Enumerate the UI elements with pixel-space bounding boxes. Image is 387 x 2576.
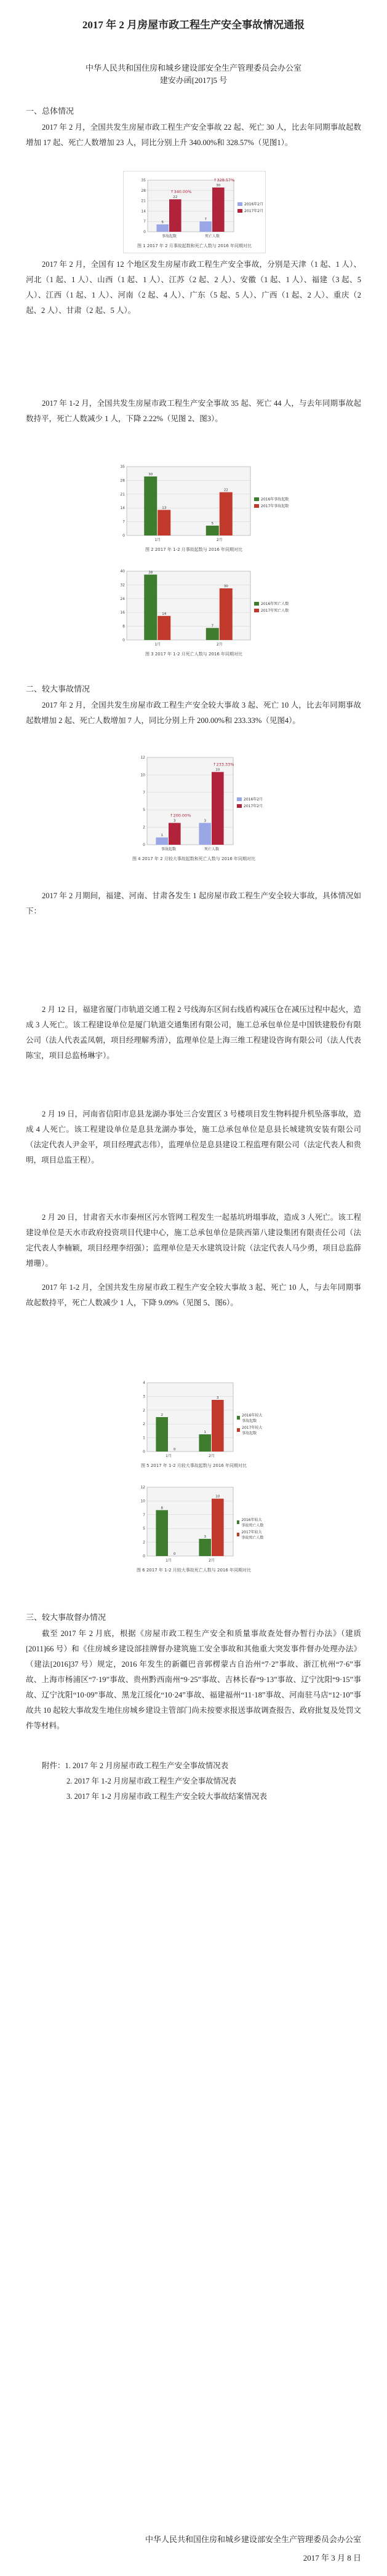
data-label: 30 — [223, 585, 228, 588]
legend-item — [237, 803, 263, 808]
chart-caption: 图 3 2017 年 1-2 月死亡人数与 2016 年同期对比 — [145, 652, 243, 657]
bar — [212, 1499, 224, 1556]
legend-label: 2016年2月 — [244, 202, 264, 207]
chart-figure-5 — [123, 1374, 265, 1472]
chart-caption: 图 5 2017 年 1-2 月较大事故起数与 2016 年同期对比 — [140, 1463, 247, 1468]
signature-org: 中华人民共和国住房和城乡建设部安全生产管理委员会办公室 — [145, 2535, 361, 2544]
bar — [206, 628, 219, 640]
legend-item — [237, 1517, 265, 1528]
y-tick-label: 4 — [143, 1381, 145, 1385]
bar — [212, 188, 225, 232]
legend-swatch — [237, 202, 242, 206]
data-label: 10 — [215, 768, 220, 772]
chart-caption: 图 6 2017 年 1-2 月较大事故死亡人数与 2016 年同期对比 — [136, 1568, 252, 1573]
chart-figure-6 — [123, 1479, 265, 1577]
legend-item — [237, 201, 263, 207]
data-label: 30 — [148, 473, 153, 476]
x-tick-label: 1月 — [154, 538, 161, 542]
y-tick-label: 1 — [143, 1436, 145, 1440]
chart-legend — [237, 795, 263, 810]
data-label: 7 — [211, 624, 213, 628]
legend-item — [237, 1424, 265, 1436]
legend-label: 2017年死亡人数 — [261, 609, 289, 613]
annotation-label: ↑200.00% — [170, 813, 191, 818]
data-label: 1 — [161, 834, 163, 838]
legend-item — [254, 607, 289, 613]
data-label: 38 — [148, 571, 153, 575]
x-tick-label: 1月 — [154, 642, 161, 647]
legend-swatch — [254, 609, 259, 612]
data-label: 14 — [162, 612, 167, 616]
paragraph: 2 月 12 日，福建省厦门市轨道交通工程 2 号线海东区间右线盾构减压仓在减压过程中起火，造成 3 人死亡。该工程建设单位是厦门轨道交通集团有限公司，施工总承包单位是中国铁建股份有限公司（法人代表孟凤朝，项目经理解秀清），监理单位是上海三维工程建设咨询有限公司（法人代表陈宝，项目总监杨琳宇）。 — [26, 1005, 361, 1060]
chart-legend — [254, 495, 289, 510]
y-tick-label: 0 — [143, 1554, 145, 1559]
x-tick-label: 事故起数 — [161, 847, 177, 851]
attachment-item: 3. 2017 年 1-2 月房屋市政工程生产安全较大事故结案情况表 — [66, 1792, 268, 1801]
bar — [158, 510, 170, 535]
y-tick-label: 16 — [120, 610, 125, 615]
legend-label: 2016年事故起数 — [261, 497, 289, 502]
data-label: 3 — [174, 819, 176, 823]
bar — [156, 1417, 168, 1452]
document-number: 建安办函[2017]5 号 — [159, 76, 228, 85]
y-tick-label: 0 — [122, 638, 125, 642]
bar — [206, 526, 219, 535]
bar — [199, 823, 211, 845]
y-tick-label: 14 — [141, 209, 146, 214]
section-heading-1: 一、总体情况 — [26, 106, 74, 116]
chart-caption: 图 4 2017 年 2 月较大事故起数和死亡人数与 2016 年同期对比 — [132, 856, 256, 861]
bar — [156, 224, 169, 232]
chart-legend — [237, 1411, 265, 1437]
y-tick-label: 5 — [143, 1527, 145, 1531]
attachment-item: 附件：1. 2017 年 2 月房屋市政工程生产安全事故情况表 — [42, 1761, 229, 1770]
data-label: 0 — [174, 1552, 176, 1556]
y-tick-label: 3 — [143, 1394, 145, 1399]
y-tick-label: 0 — [143, 230, 146, 234]
bar — [169, 823, 181, 845]
legend-label: 2017年事故起数 — [261, 504, 289, 508]
x-tick-label: 2月 — [209, 1559, 215, 1563]
annotation-label: ↑328.57% — [213, 178, 235, 183]
chart-legend — [237, 200, 263, 215]
y-tick-label: 0 — [122, 534, 125, 538]
x-tick-label: 2月 — [216, 538, 223, 542]
section-heading-2: 二、较大事故情况 — [26, 684, 90, 693]
annotation-label: ↑340.00% — [170, 189, 192, 195]
legend-swatch — [237, 1520, 239, 1524]
chart-legend — [254, 599, 289, 614]
data-label: 7 — [204, 218, 207, 222]
y-tick-label: 7 — [122, 520, 125, 524]
data-label: 8 — [161, 1506, 163, 1511]
bar — [212, 1400, 224, 1452]
data-label: 3 — [204, 819, 206, 823]
y-tick-label: 21 — [120, 492, 125, 497]
paragraph: 2017 年 2 月，全国有 12 个地区发生房屋市政工程生产安全事故，分别是天津（1 起、1 人）、河北（1 起、1 人）、山西（1 起、1 人）、江苏（2 起、2 人）、安徽（1 起、1 人）、福建（3 起、5 人）、江西（1 起、1 人）、河南（2 起、4 人）、广东（5 起、5 人）、广西（1 起、2 人）、重庆（2 起、2 人）、甘肃（2 起、5 人）。 — [26, 260, 361, 315]
page-title: 2017 年 2 月房屋市政工程生产安全事故情况通报 — [82, 19, 305, 31]
data-label: 0 — [174, 1448, 176, 1452]
paragraph: 截至 2017 年 2 月底，根据《房屋市政工程生产安全和质量事故查处督办暂行办法》（建质[2011]66 号）和《住房城乡建设部挂牌督办建筑施工安全事故和其他重大突发事件督办处理办法》（建法[2016]37 号）规定，2016 年发生的新疆巴音郭楞蒙古自治州“7·2”事故、浙江杭州“7·6”事故、上海市杨浦区“7·19”事故、贵州黔西南州“9·25”事故、吉林长春“9·13”事故、辽宁沈阳“9·15”事故、辽宁沈阳“10·09”事故、黑龙江绥化“10·24”事故、福建福州“11·18”事故、河南驻马店“12·10”事故共 10 起较大事故发生地住房城乡建设主管部门尚未按要求报送事故调查报告、政府批复及处罚文件等材料。 — [26, 1629, 361, 1730]
data-label: 1 — [204, 1431, 206, 1434]
chart-figure-4 — [123, 749, 265, 866]
legend-item — [237, 208, 263, 213]
y-tick-label: 35 — [141, 178, 146, 183]
legend-swatch — [237, 1416, 240, 1420]
legend-label: 2017年较大事故死亡人数 — [241, 1530, 264, 1540]
legend-swatch — [254, 602, 259, 606]
y-tick-label: 32 — [120, 583, 125, 588]
paragraph: 2017 年 2 月期间，福建、河南、甘肃各发生 1 起房屋市政工程生产安全较大事故，具体情况如下： — [26, 891, 361, 915]
bar — [158, 616, 170, 640]
bar — [220, 492, 233, 535]
y-tick-label: 2 — [143, 825, 145, 830]
data-label: 13 — [162, 506, 167, 510]
legend-label: 2017年2月 — [244, 209, 264, 213]
section-heading-3: 三、较大事故督办情况 — [26, 1613, 106, 1622]
x-tick-label: 1月 — [166, 1454, 172, 1458]
y-tick-label: 7 — [143, 790, 145, 795]
data-label: 30 — [216, 184, 221, 188]
legend-item — [254, 503, 289, 508]
attachment-item: 2. 2017 年 1-2 月房屋市政工程生产安全事故情况表 — [66, 1777, 237, 1785]
y-tick-label: 2 — [143, 1408, 145, 1413]
data-label: 2 — [161, 1413, 163, 1417]
bar — [144, 575, 157, 640]
legend-label: 2017年2月 — [244, 804, 263, 808]
y-tick-label: 8 — [122, 624, 125, 629]
legend-swatch — [237, 1533, 239, 1536]
legend-label: 2016年较大事故死亡人数 — [241, 1518, 264, 1528]
y-tick-label: 2 — [143, 1422, 145, 1427]
issuer: 中华人民共和国住房和城乡建设部安全生产管理委员会办公室 — [85, 63, 301, 73]
legend-swatch — [237, 804, 242, 808]
bar — [212, 772, 224, 845]
legend-swatch — [254, 497, 259, 501]
y-tick-label: 40 — [120, 569, 125, 574]
legend-swatch — [237, 209, 242, 213]
paragraph: 2 月 20 日，甘肃省天水市秦州区污水管网工程发生一起基坑坍塌事故，造成 3 人死亡。该工程建设单位是天水市政府投资项目代建中心，施工总承包单位是陕西第八建设集团有限责任公司（法定代表人李楠颖，项目经理李绍强）；监理单位是天水建筑设计院（法定代表人马少勇，项目总监薛增珊）。 — [26, 1213, 361, 1268]
data-label: 22 — [223, 488, 228, 492]
bar — [199, 1539, 211, 1556]
legend-item — [237, 1529, 265, 1540]
bar — [144, 476, 157, 535]
chart-figure-1 — [123, 171, 266, 253]
legend-swatch — [254, 504, 259, 508]
y-tick-label: 28 — [120, 478, 125, 483]
x-tick-label: 1月 — [166, 1559, 172, 1563]
y-tick-label: 12 — [140, 756, 145, 760]
y-tick-label: 24 — [120, 596, 125, 601]
legend-swatch — [237, 797, 242, 801]
legend-label: 2016年死亡人数 — [261, 602, 289, 606]
paragraph: 2017 年 2 月，全国共发生房屋市政工程生产安全事故 22 起、死亡 30 人，比去年同期事故起数增加 17 起、死亡人数增加 23 人，同比分别上升 340.00%和 328.57%（见图1）。 — [26, 123, 361, 147]
x-tick-label: 事故起数 — [161, 234, 177, 239]
x-tick-label: 2月 — [216, 642, 223, 647]
data-label: 3 — [217, 1396, 219, 1400]
bar — [199, 221, 212, 232]
legend-swatch — [237, 1428, 240, 1432]
paragraph: 2017 年 2 月，全国共发生房屋市政工程生产安全较大事故 3 起、死亡 10 人，比去年同期事故起数增加 2 起、死亡人数增加 7 人，同比分别上升 200.00%和 233.33%（见图4）。 — [26, 701, 361, 725]
y-tick-label: 12 — [140, 1485, 145, 1490]
y-tick-label: 28 — [141, 188, 146, 193]
x-tick-label: 2月 — [209, 1454, 215, 1458]
bar — [169, 199, 182, 232]
legend-item — [237, 796, 263, 802]
bar — [156, 1510, 168, 1556]
y-tick-label: 21 — [141, 199, 146, 203]
legend-label: 2016年2月 — [244, 797, 263, 802]
x-tick-label: 死亡人数 — [204, 847, 220, 851]
bar — [220, 588, 233, 640]
y-tick-label: 35 — [120, 465, 125, 469]
y-tick-label: 0 — [143, 843, 145, 847]
chart-legend — [237, 1515, 265, 1541]
data-label: 10 — [215, 1495, 220, 1499]
y-tick-label: 10 — [140, 1499, 145, 1504]
data-label: 5 — [211, 522, 213, 526]
y-tick-label: 5 — [143, 808, 145, 813]
signature-date: 2017 年 3 月 8 日 — [303, 2553, 361, 2562]
paragraph: 2017 年 1-2 月，全国共发生房屋市政工程生产安全较大事故 3 起、死亡 10 人，与去年同期事故起数持平，死亡人数减少 1 人，下降 9.09%（见图 5、图6）。 — [26, 1283, 361, 1307]
chart-caption: 图 1 2017 年 2 月事故起数和死亡人数与 2016 年同期对比 — [137, 243, 252, 248]
y-tick-label: 0 — [143, 1450, 145, 1454]
legend-label: 2016年较大事故起数 — [242, 1413, 263, 1423]
data-label: 22 — [173, 196, 178, 200]
chart-figure-2 — [92, 458, 295, 556]
legend-item — [237, 1412, 265, 1423]
y-tick-label: 7 — [143, 1512, 145, 1517]
y-tick-label: 14 — [120, 506, 125, 511]
data-label: 3 — [204, 1535, 206, 1539]
legend-label: 2017年较大事故起数 — [242, 1426, 263, 1436]
paragraph: 2017 年 1-2 月，全国共发生房屋市政工程生产安全事故 35 起、死亡 44 人，与去年同期事故起数持平，死亡人数减少 1 人，下降 2.22%（见图 2、图3）。 — [26, 399, 361, 423]
y-tick-label: 10 — [140, 773, 145, 778]
chart-caption: 图 2 2017 年 1-2 月事故起数与 2016 年同期对比 — [145, 547, 243, 552]
x-tick-label: 死亡人数 — [204, 234, 220, 239]
paragraph: 2 月 19 日，河南省信阳市息县龙湖办事处三合安置区 3 号楼项目发生物料提升机坠落事故，造成 4 人死亡。该工程建设单位是息县龙湖办事处，施工总承包单位是息县长城建筑安装有限公司（法定代表人尹金平，项目经理武志伟），监理单位是息县建设工程监理有限公司（法定代表人和贵明，项目总监王程）。 — [26, 1110, 361, 1164]
bar — [199, 1434, 211, 1452]
bar — [156, 837, 168, 845]
data-label: 5 — [161, 221, 164, 224]
y-tick-label: 2 — [143, 1540, 145, 1545]
annotation-label: ↑233.33% — [213, 762, 234, 767]
chart-figure-3 — [92, 563, 295, 661]
y-tick-label: 7 — [143, 219, 146, 224]
legend-item — [254, 496, 289, 502]
legend-item — [254, 601, 289, 606]
